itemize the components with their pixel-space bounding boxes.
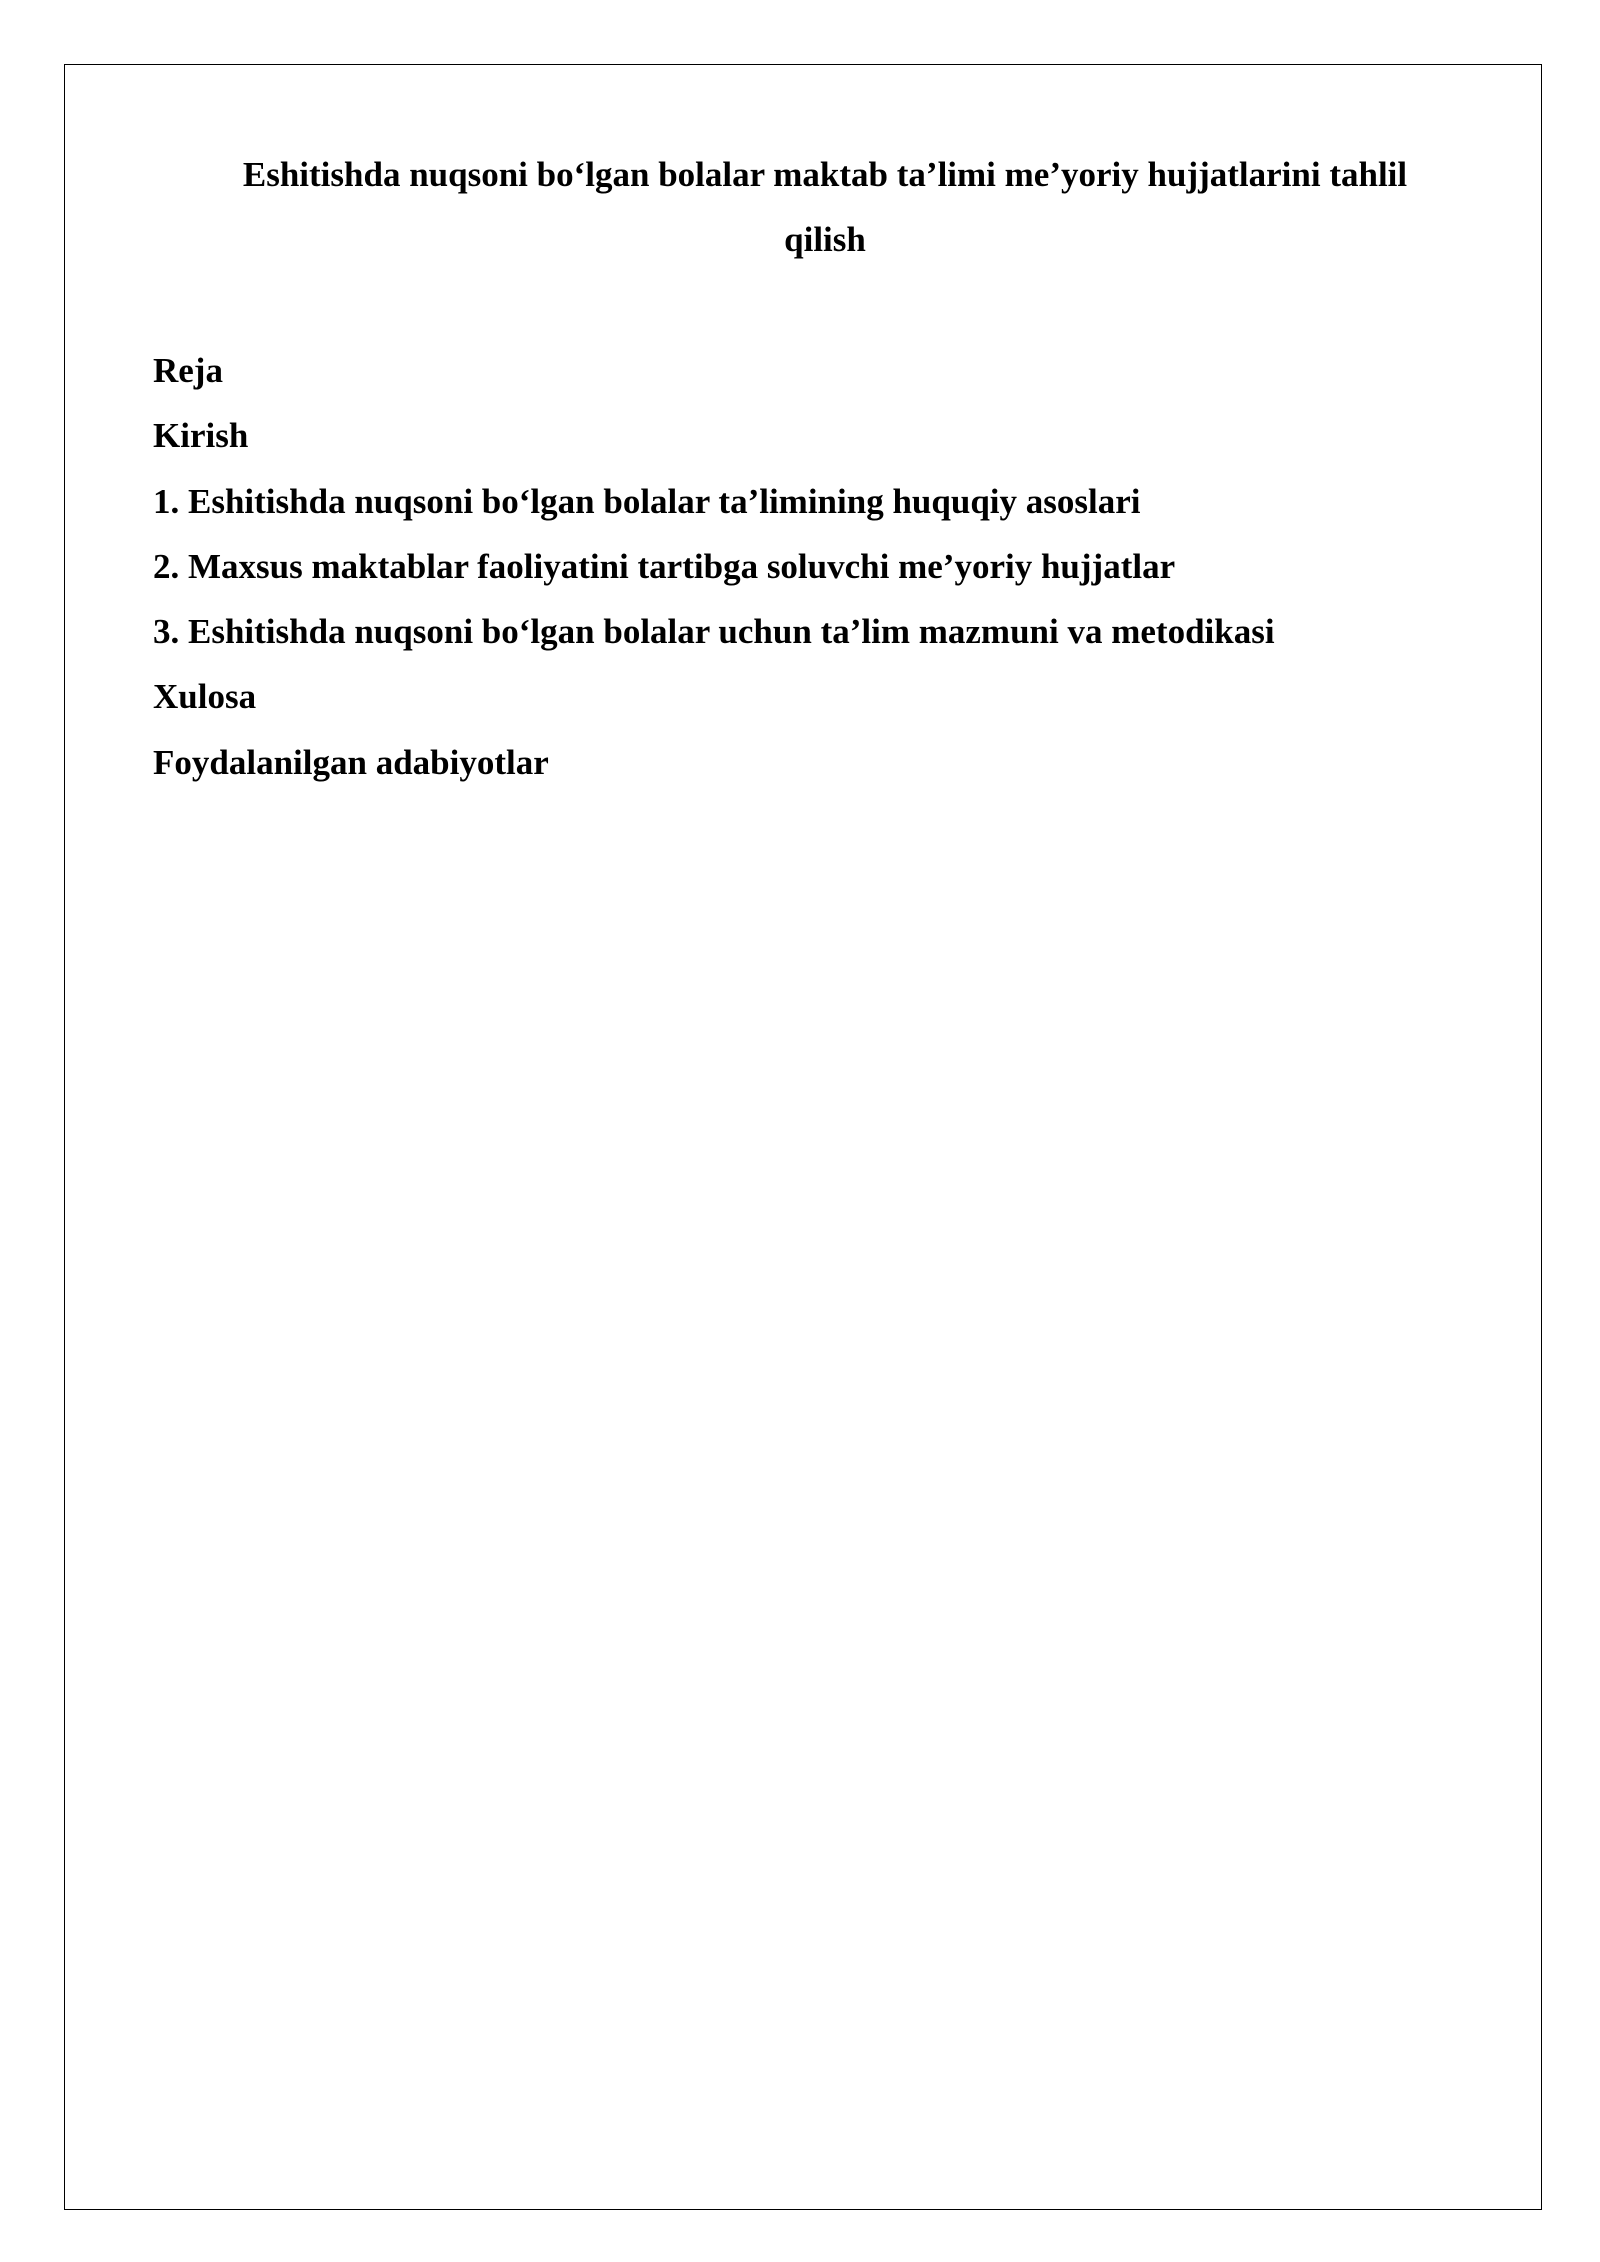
plan-heading: Reja [153,351,223,390]
plan-item-references: Foydalanilgan adabiyotlar [153,742,549,782]
document-title [140,142,1510,272]
plan-list [153,338,1493,795]
plan-item-conclusion: Xulosa [153,677,257,717]
document-title-line-2: qilish [784,220,866,259]
document-title-line-1: Eshitishda nuqsoni bo‘lgan bolalar maktab ta’limi me’yoriy hujjatlarini tahlil [242,155,1408,194]
plan-item-2: 2. Maxsus maktablar faoliyatini tartibga soluvchi me’yoriy hujjatlar [153,546,1176,586]
plan-item-1: 1. Eshitishda nuqsoni bo‘lgan bolalar ta’limining huquqiy asoslari [153,481,1141,521]
plan-item-3: 3. Eshitishda nuqsoni bo‘lgan bolalar uchun ta’lim mazmuni va metodikasi [153,612,1275,652]
plan-item-introduction: Kirish [153,416,249,456]
